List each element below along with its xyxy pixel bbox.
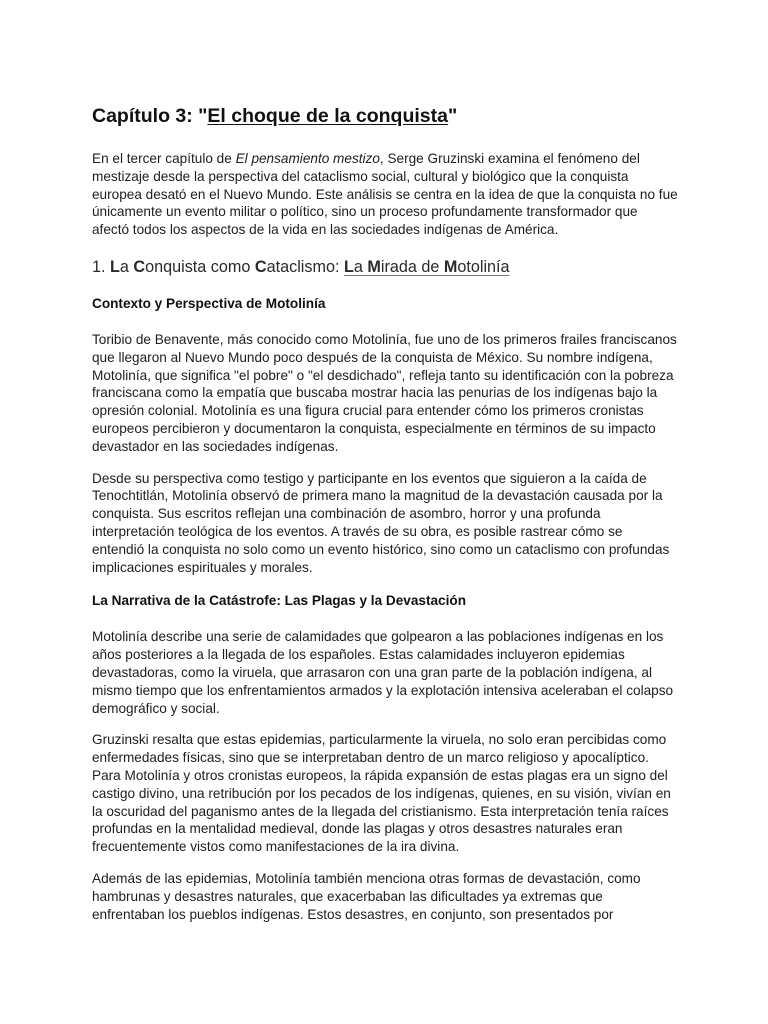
link-text: irada de bbox=[380, 257, 444, 276]
book-title: El pensamiento mestizo bbox=[235, 151, 380, 166]
subheading-narrative: La Narrativa de la Catástrofe: Las Plagas y la Devastación bbox=[92, 593, 466, 609]
section-1-heading-link[interactable] bbox=[344, 258, 510, 276]
document-page bbox=[92, 102, 678, 937]
subheading-context: Contexto y Perspectiva de Motolinía bbox=[92, 295, 326, 311]
paragraph-calamities: Motolinía describe una serie de calamidades que golpearon a las poblaciones indígenas en los años posteriores a la llegada de los españoles. Estas calamidades incluyeron epidemias devastadoras, como la viruela, que arrasaron con una gran parte de la población indígena, al mismo tiempo que los enfrentamientos armados y la explotación intensiva aceleraban el colapso demográfico y social. bbox=[92, 629, 674, 716]
chapter-title bbox=[92, 102, 678, 130]
heading-text: ataclismo: bbox=[266, 257, 344, 276]
chapter-title-link[interactable]: El choque de la conquista bbox=[207, 105, 448, 127]
chapter-title-suffix: " bbox=[447, 105, 458, 127]
heading-cap: C bbox=[133, 257, 146, 276]
heading-text: onquista como bbox=[145, 257, 255, 276]
heading-text: a bbox=[119, 257, 134, 276]
intro-text-start: En el tercer capítulo de bbox=[92, 151, 236, 166]
link-cap: M bbox=[367, 257, 381, 276]
paragraph-motolinia-perspective: Desde su perspectiva como testigo y participante en los eventos que siguieron a la caída de Tenochtitlán, Motolinía observó de primera mano la magnitud de la devastación causada por la conquista. Sus escritos reflejan una combinación de asombro, horror y una profunda interpretación teológica de los eventos. A través de su obra, es posible rastrear cómo se entendió la conquista no solo como un evento histórico, sino como un cataclismo con profundas implicaciones espirituales y morales. bbox=[92, 470, 670, 575]
paragraph-motolinia-intro: Toribio de Benavente, más conocido como Motolinía, fue uno de los primeros frailes franciscanos que llegaron al Nuevo Mundo poco después de la conquista de México. Su nombre indígena, Motolinía, que significa "el pobre" o "el desdichado", refleja tanto su identificación con la pobreza franciscana como la empatía que buscaba mostrar hacia las penurias de los indígenas bajo la opresión colonial. Motolinía es una figura crucial para entender cómo los primeros cronistas europeos percibieron y documentaron la conquista, especialmente en términos de su impacto devastador en las sociedades indígenas. bbox=[92, 331, 677, 454]
paragraph-epidemics-interpretation: Gruzinski resalta que estas epidemias, particularmente la viruela, no solo eran percibidas como enfermedades físicas, sino que se interpretaban dentro de un marco religioso y apocalíptico. Para Motolinía y otros cronistas europeos, la rápida expansión de estas plagas era un signo del castigo divino, una retribución por los pecados de los indígenas, quienes, en su visión, vivían en la oscuridad del paganismo antes de la llegada del cristianismo. Esta interpretación tenía raíces profundas en la mentalidad medieval, donde las plagas y otros desastres naturales eran frecuentemente vistos como manifestaciones de la ira divina. bbox=[92, 732, 671, 855]
link-cap: M bbox=[443, 257, 458, 276]
intro-paragraph bbox=[92, 150, 678, 239]
link-text: otolinía bbox=[457, 257, 510, 276]
link-cap: L bbox=[343, 257, 354, 276]
chapter-title-prefix: Capítulo 3: " bbox=[92, 105, 208, 127]
heading-cap: L bbox=[110, 257, 120, 276]
intro-text-rest: , Serge Gruzinski examina el fenómeno del mestizaje desde la perspectiva del cataclismo social, cultural y biológico que la conquista europea desató en el Nuevo Mundo. Este análisis se centra en la idea de que la conquista no fue únicamente un evento militar o político, sino un proceso profundamente transformador que afectó todos los aspectos de la vida en las sociedades indígenas de América. bbox=[92, 151, 678, 238]
section-1-heading bbox=[92, 256, 678, 278]
link-text: a bbox=[353, 257, 368, 276]
heading-cap: C bbox=[254, 257, 267, 276]
section-number: 1. bbox=[92, 257, 110, 276]
paragraph-other-devastation: Además de las epidemias, Motolinía también menciona otras formas de devastación, como hambrunas y desastres naturales, que exacerbaban las dificultades ya extremas que enfrentaban los pueblos indígenas. Estos desastres, en conjunto, son presentados por bbox=[92, 870, 641, 922]
